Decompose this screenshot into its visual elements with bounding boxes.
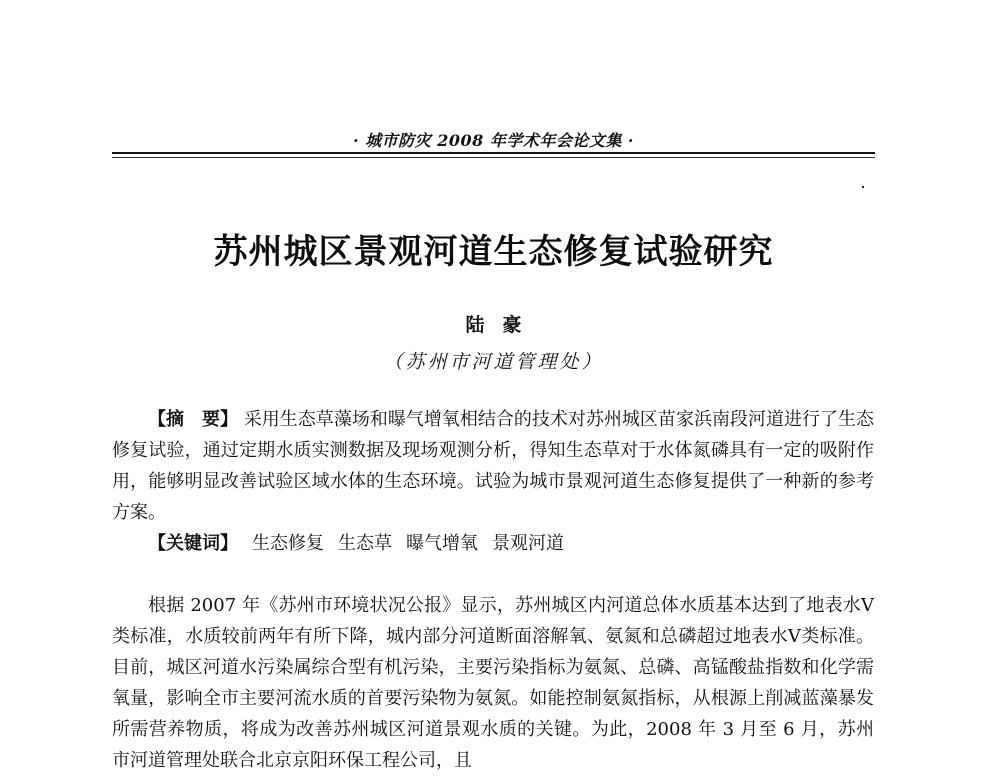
abstract-text: 采用生态草藻场和曝气增氧相结合的技术对苏州城区苗家浜南段河道进行了生态修复试验，通过定期水质实测数据及现场观测分析，得知生态草对于水体氮磷具有一定的吸附作用，能够明显改善试验区域水体的生态环境。试验为城市景观河道生态修复提供了一种新的参考方案。 <box>112 409 875 523</box>
keyword-item: 生态修复 <box>252 533 324 554</box>
abstract-paragraph <box>112 404 874 528</box>
running-header: · 城市防灾 2008 年学术年会论文集 · <box>353 131 634 150</box>
header-rule <box>112 152 875 154</box>
body-paragraph: 根据 2007 年《苏州市环境状况公报》显示，苏州城区内河道总体水质基本达到了地表水Ⅴ类标准，水质较前两年有所下降，城内部分河道断面溶解氧、氨氮和总磷超过地表水Ⅴ类标准。目前，城区河道水污染属综合型有机污染，主要污染指标为氨氮、总磷、高锰酸盐指数和化学需氧量，影响全市主要河流水质的首要污染物为氨氮。如能控制氨氮指标，从根源上削减蓝藻暴发所需营养物质，将成为改善苏州城区河道景观水质的关键。为此，2008 年 3 月至 6 月，苏州市河道管理处联合北京京阳环保工程公司，且 <box>112 595 874 771</box>
keywords-label: 【关键词】 <box>148 533 238 554</box>
author-affiliation: （苏州市河道管理处） <box>383 351 604 373</box>
keywords-line <box>112 528 874 559</box>
keyword-item: 曝气增氧 <box>406 533 478 554</box>
abstract-label: 【摘 要】 <box>148 409 239 430</box>
author-name: 陆豪 <box>465 314 540 336</box>
scan-speck <box>862 186 864 188</box>
keyword-item: 景观河道 <box>492 533 564 554</box>
header-rule-thin <box>112 157 875 158</box>
keyword-item: 生态草 <box>338 533 392 554</box>
paper-title: 苏州城区景观河道生态修复试验研究 <box>213 232 774 272</box>
